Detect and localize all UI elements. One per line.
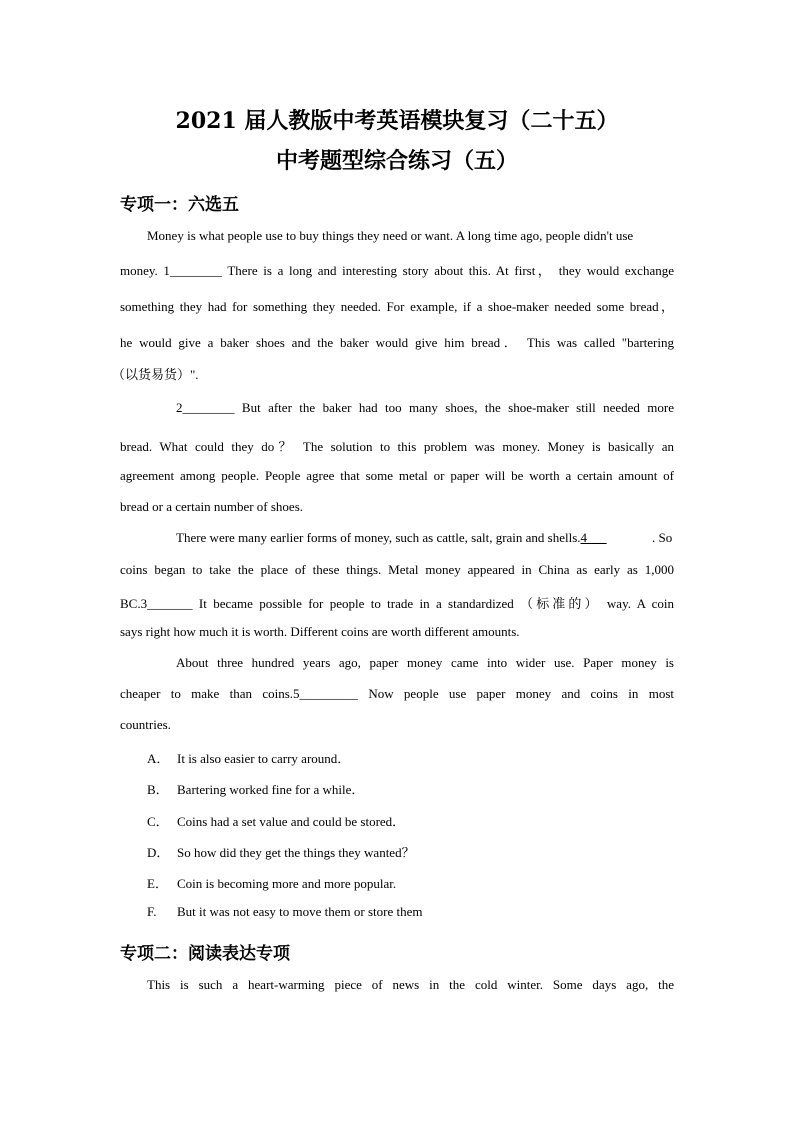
option-d — [147, 842, 415, 861]
option-f — [147, 904, 423, 920]
option-key: B． — [147, 782, 169, 797]
option-text: But it was not easy to move them or store them — [177, 904, 423, 919]
document-title: 2021 届人教版中考英语模块复习（二十五） — [175, 108, 619, 134]
paragraph1-line4: he would give a baker shoes and the baker would give him bread． This was called "bartering — [120, 335, 674, 350]
option-key: E． — [147, 876, 168, 891]
option-e — [147, 873, 396, 892]
option-key: A． — [147, 751, 170, 766]
blank-4: 4___ — [580, 530, 607, 545]
option-c — [147, 811, 405, 830]
option-text: Coins had a set value and could be stored． — [177, 814, 406, 829]
option-text: Bartering worked fine for a while． — [177, 782, 365, 797]
paragraph1-line2: money. 1________ There is a long and interesting story about this. At first， they would exchange — [120, 263, 674, 278]
option-key: C． — [147, 814, 169, 829]
paragraph4-line1: About three hundred years ago, paper money came into wider use. Paper money is — [176, 655, 674, 670]
option-text: Coin is becoming more and more popular. — [177, 876, 397, 891]
paragraph3-line1 — [176, 530, 607, 546]
paragraph2-line4: bread or a certain number of shoes. — [120, 499, 304, 514]
option-key: F. — [147, 904, 157, 919]
paragraph3-line1-text: There were many earlier forms of money, such as cattle, salt, grain and shells. — [176, 530, 581, 545]
section1-heading: 专项一：六选五 — [120, 195, 239, 215]
paragraph3-line1-end: . So — [652, 530, 673, 545]
paragraph1-line1: Money is what people use to buy things they need or want. A long time ago, people didn't use — [147, 228, 634, 243]
document-subtitle: 中考题型综合练习（五） — [275, 148, 518, 174]
paragraph5-line1: This is such a heart-warming piece of news in the cold winter. Some days ago, the — [147, 977, 674, 992]
option-text: It is also easier to carry around． — [177, 751, 351, 766]
option-a — [147, 748, 350, 767]
paragraph3-line4: says right how much it is worth. Different coins are worth different amounts. — [120, 624, 520, 639]
option-text: So how did they get the things they wanted？ — [177, 845, 415, 860]
option-b — [147, 779, 364, 798]
paragraph4-line2: cheaper to make than coins.5_________ Now people use paper money and coins in most — [120, 686, 674, 701]
section2-heading: 专项二：阅读表达专项 — [120, 944, 290, 964]
paragraph3-line3: BC.3_______ It became possible for people to trade in a standardized （标准的） way. A coin — [120, 596, 674, 611]
paragraph2-line2: bread. What could they do？ The solution to this problem was money. Money is basically an — [120, 439, 674, 454]
paragraph1-line3: something they had for something they needed. For example, if a shoe-maker needed some bread， — [120, 299, 674, 314]
paragraph3-line2: coins began to take the place of these things. Metal money appeared in China as early as 1,000 — [120, 562, 674, 577]
paragraph2-line3: agreement among people. People agree that some metal or paper will be worth a certain amount of — [120, 468, 674, 483]
option-key: D． — [147, 845, 170, 860]
paragraph1-line5: （以货易货）". — [112, 367, 199, 382]
paragraph4-line3: countries. — [120, 717, 171, 732]
paragraph2-line1: 2________ But after the baker had too many shoes, the shoe-maker still needed more — [176, 400, 674, 415]
